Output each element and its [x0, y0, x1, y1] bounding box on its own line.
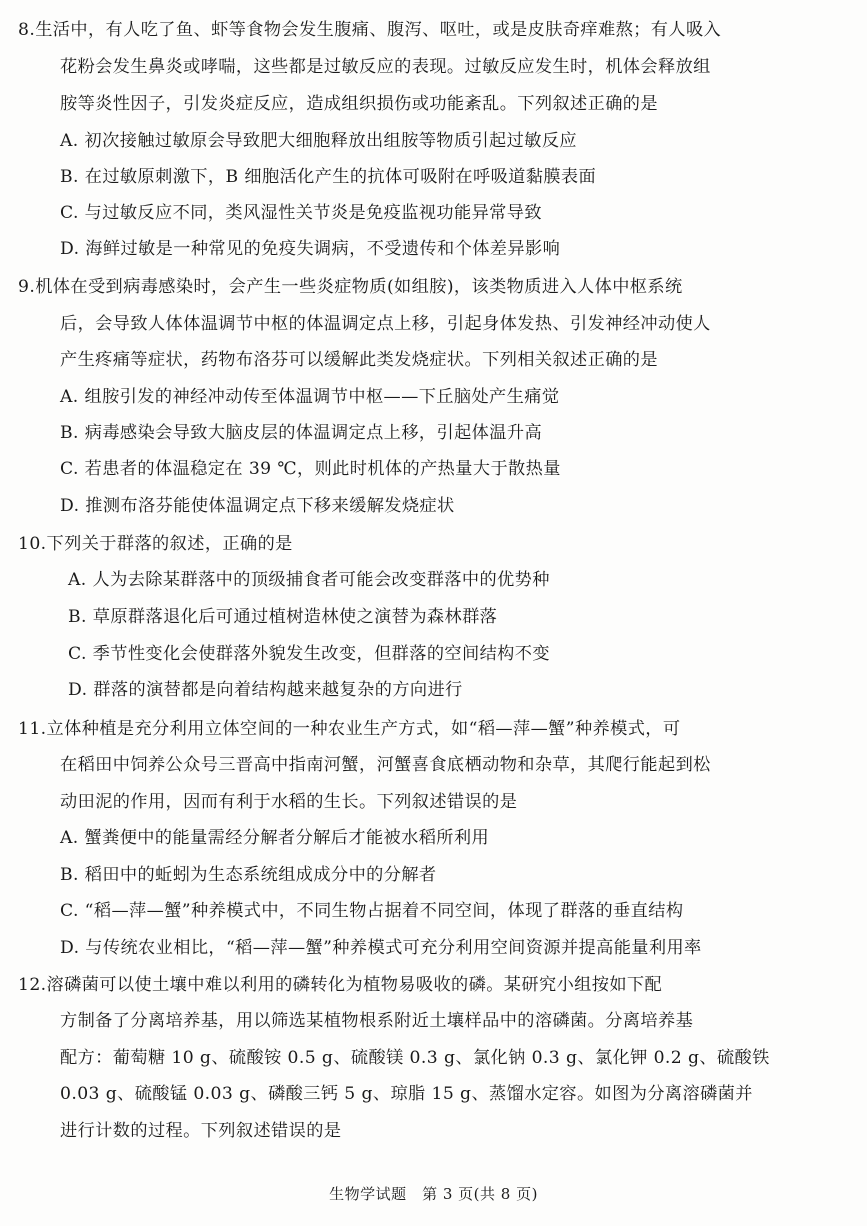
- question-11-stem-line: 在稻田中饲养公众号三晋高中指南河蟹，河蟹喜食底栖动物和杂草，其爬行能起到松: [60, 755, 711, 775]
- question-12-stem-line: 配方：葡萄糖 10 g、硫酸铵 0.5 g、硫酸镁 0.3 g、氯化钠 0.3 g、氯化钾 0.2 g、硫酸铁: [60, 1048, 770, 1068]
- question-9-option-b: B. 病毒感染会导致大脑皮层的体温调定点上移，引起体温升高: [60, 423, 543, 443]
- question-11-option-d: D. 与传统农业相比，“稻—萍—蟹”种养模式可充分利用空间资源并提高能量利用率: [60, 938, 702, 958]
- question-10-option-a: A. 人为去除某群落中的顶级捕食者可能会改变群落中的优势种: [68, 570, 550, 590]
- question-11-stem-line: 动田泥的作用，因而有利于水稻的生长。下列叙述错误的是: [60, 792, 518, 812]
- question-11-stem-line: 11.立体种植是充分利用立体空间的一种农业生产方式，如“稻—萍—蟹”种养模式，可: [18, 719, 681, 739]
- question-10-option-b: B. 草原群落退化后可通过植树造林使之演替为森林群落: [68, 607, 498, 627]
- question-12-stem-line: 方制备了分离培养基，用以筛选某植物根系附近土壤样品中的溶磷菌。分离培养基: [60, 1011, 694, 1031]
- question-12-stem-line: 0.03 g、硫酸锰 0.03 g、磷酸三钙 5 g、琼脂 15 g、蒸馏水定容。如图为分离溶磷菌并: [60, 1084, 753, 1104]
- question-8-stem-line: 花粉会发生鼻炎或哮喘，这些都是过敏反应的表现。过敏反应发生时，机体会释放组: [60, 57, 711, 77]
- question-9-option-c: C. 若患者的体温稳定在 39 ℃，则此时机体的产热量大于散热量: [60, 459, 561, 479]
- question-9-stem-line: 产生疼痛等症状，药物布洛芬可以缓解此类发烧症状。下列相关叙述正确的是: [60, 350, 658, 370]
- question-8-stem-line: 8.生活中，有人吃了鱼、虾等食物会发生腹痛、腹泻、呕吐，或是皮肤奇痒难熬；有人吸入: [18, 20, 722, 40]
- question-11-option-a: A. 蟹粪便中的能量需经分解者分解后才能被水稻所利用: [60, 828, 490, 848]
- page-footer: 生物学试题 第 3 页(共 8 页): [329, 1185, 538, 1203]
- question-8-stem-line: 胺等炎性因子，引发炎症反应，造成组织损伤或功能紊乱。下列叙述正确的是: [60, 94, 658, 114]
- question-9-stem-line: 9.机体在受到病毒感染时，会产生一些炎症物质(如组胺)，该类物质进入人体中枢系统: [18, 277, 683, 297]
- question-10-stem-line: 10.下列关于群落的叙述，正确的是: [18, 534, 293, 554]
- question-8-option-d: D. 海鲜过敏是一种常见的免疫失调病，不受遗传和个体差异影响: [60, 239, 561, 259]
- question-11-option-b: B. 稻田中的蚯蚓为生态系统组成成分中的分解者: [60, 865, 437, 885]
- question-9-option-d: D. 推测布洛芬能使体温调定点下移来缓解发烧症状: [60, 496, 455, 516]
- question-8-option-b: B. 在过敏原刺激下，B 细胞活化产生的抗体可吸附在呼吸道黏膜表面: [60, 167, 597, 187]
- question-9-stem-line: 后，会导致人体体温调节中枢的体温调定点上移，引起身体发热、引发神经冲动使人: [60, 314, 711, 334]
- question-8-option-a: A. 初次接触过敏原会导致肥大细胞释放出组胺等物质引起过敏反应: [60, 131, 577, 151]
- question-11-option-c: C. “稻—萍—蟹”种养模式中，不同生物占据着不同空间，体现了群落的垂直结构: [60, 901, 684, 921]
- question-8-option-c: C. 与过敏反应不同，类风湿性关节炎是免疫监视功能异常导致: [60, 203, 542, 223]
- question-12-stem-line: 进行计数的过程。下列叙述错误的是: [60, 1121, 342, 1141]
- question-10-option-d: D. 群落的演替都是向着结构越来越复杂的方向进行: [68, 680, 463, 700]
- question-9-option-a: A. 组胺引发的神经冲动传至体温调节中枢——下丘脑处产生痛觉: [60, 387, 560, 407]
- question-10-option-c: C. 季节性变化会使群落外貌发生改变，但群落的空间结构不变: [68, 644, 550, 664]
- question-12-stem-line: 12.溶磷菌可以使土壤中难以利用的磷转化为植物易吸收的磷。某研究小组按如下配: [18, 975, 663, 995]
